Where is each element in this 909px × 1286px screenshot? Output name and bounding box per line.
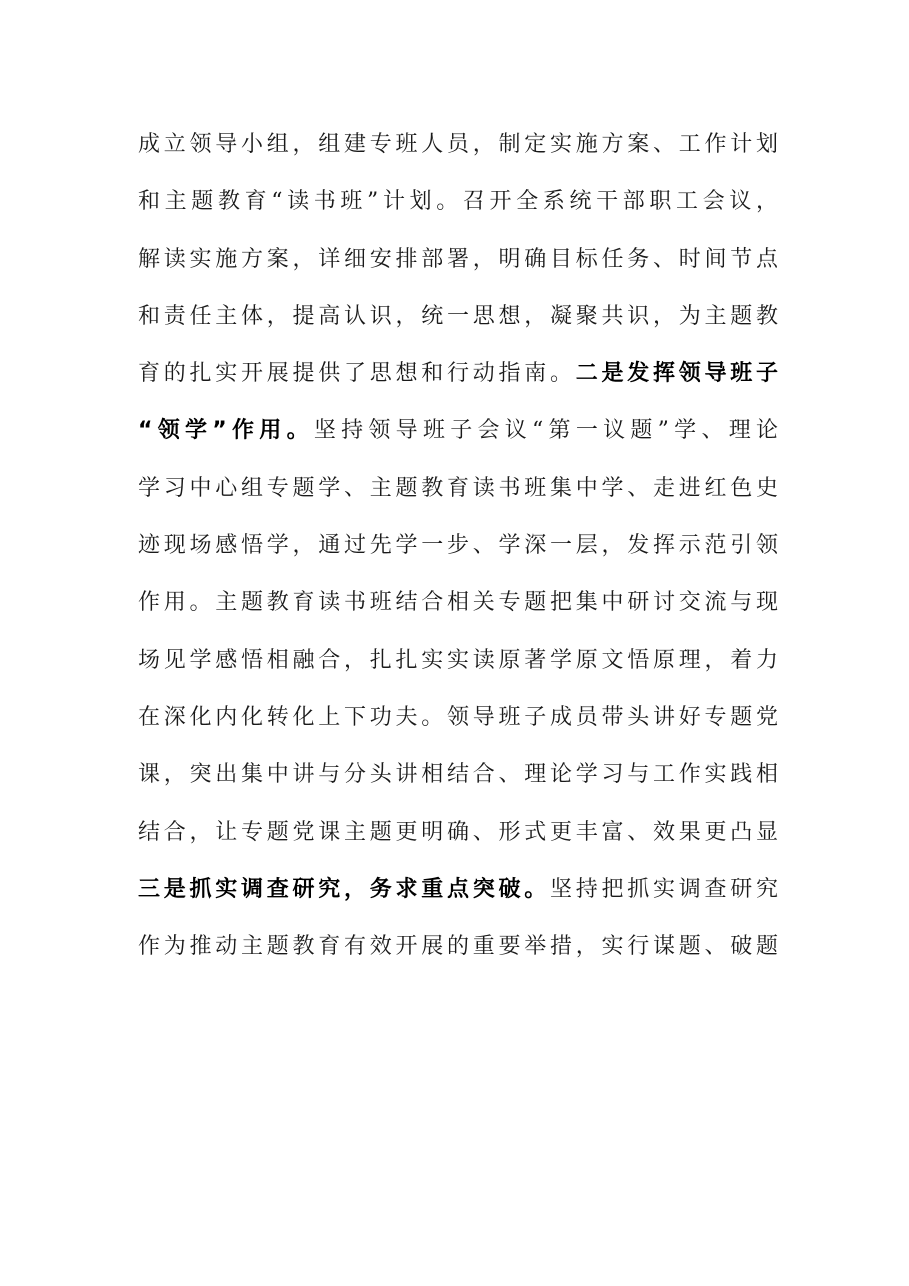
body-text-segment: 迹现场感悟学，通过先学一步、学深一层，发挥示范引领 (138, 533, 782, 559)
bold-heading-text: 二是发挥领导班子 (575, 361, 782, 387)
body-text-segment: 解读实施方案，详细安排部署，明确目标任务、时间节点 (138, 246, 782, 272)
body-text-segment: 结合，让专题党课主题更明确、形式更丰富、效果更凸显 (138, 819, 782, 845)
body-text-segment: 课，突出集中讲与分头讲相结合、理论学习与工作实践相 (138, 762, 782, 788)
text-line (138, 402, 784, 459)
text-line (138, 574, 782, 631)
text-line (138, 116, 782, 173)
text-line (138, 746, 782, 803)
body-text (138, 116, 784, 975)
body-text-segment: 作用。主题教育读书班结合相关专题把集中研讨交流与现 (138, 590, 782, 616)
bold-heading-text: 三是抓实调查研究，务求重点突破。 (138, 876, 550, 902)
body-text-segment: 坚持把抓实调查研究 (549, 876, 782, 902)
body-text-segment: 在深化内化转化上下功夫。领导班子成员带头讲好专题党 (138, 704, 782, 730)
text-line (138, 861, 782, 918)
text-line (138, 632, 782, 689)
body-text-segment: 学习中心组专题学、主题教育读书班集中学、走进红色史 (138, 475, 782, 501)
body-text-segment: 和主题教育“读书班”计划。召开全系统干部职工会议， (138, 189, 783, 215)
text-line (138, 918, 782, 975)
body-text-segment: 坚持领导班子会议“第一议题”学、理论 (313, 418, 784, 444)
text-line (138, 689, 782, 746)
body-text-segment: 和责任主体，提高认识，统一思想，凝聚共识，为主题教 (138, 303, 782, 329)
bold-heading-text: “领学”作用。 (138, 418, 314, 444)
body-text-segment: 作为推动主题教育有效开展的重要举措，实行谋题、破题 (138, 934, 782, 960)
text-line (138, 345, 782, 402)
text-line (138, 173, 783, 230)
text-line (138, 517, 782, 574)
body-text-segment: 场见学感悟相融合，扎扎实实读原著学原文悟原理，着力 (138, 647, 782, 673)
text-line (138, 288, 782, 345)
text-line (138, 804, 782, 861)
text-line (138, 231, 782, 288)
body-text-segment: 成立领导小组，组建专班人员，制定实施方案、工作计划 (138, 132, 782, 157)
text-line (138, 460, 782, 517)
body-text-segment: 育的扎实开展提供了思想和行动指南。 (138, 361, 576, 387)
